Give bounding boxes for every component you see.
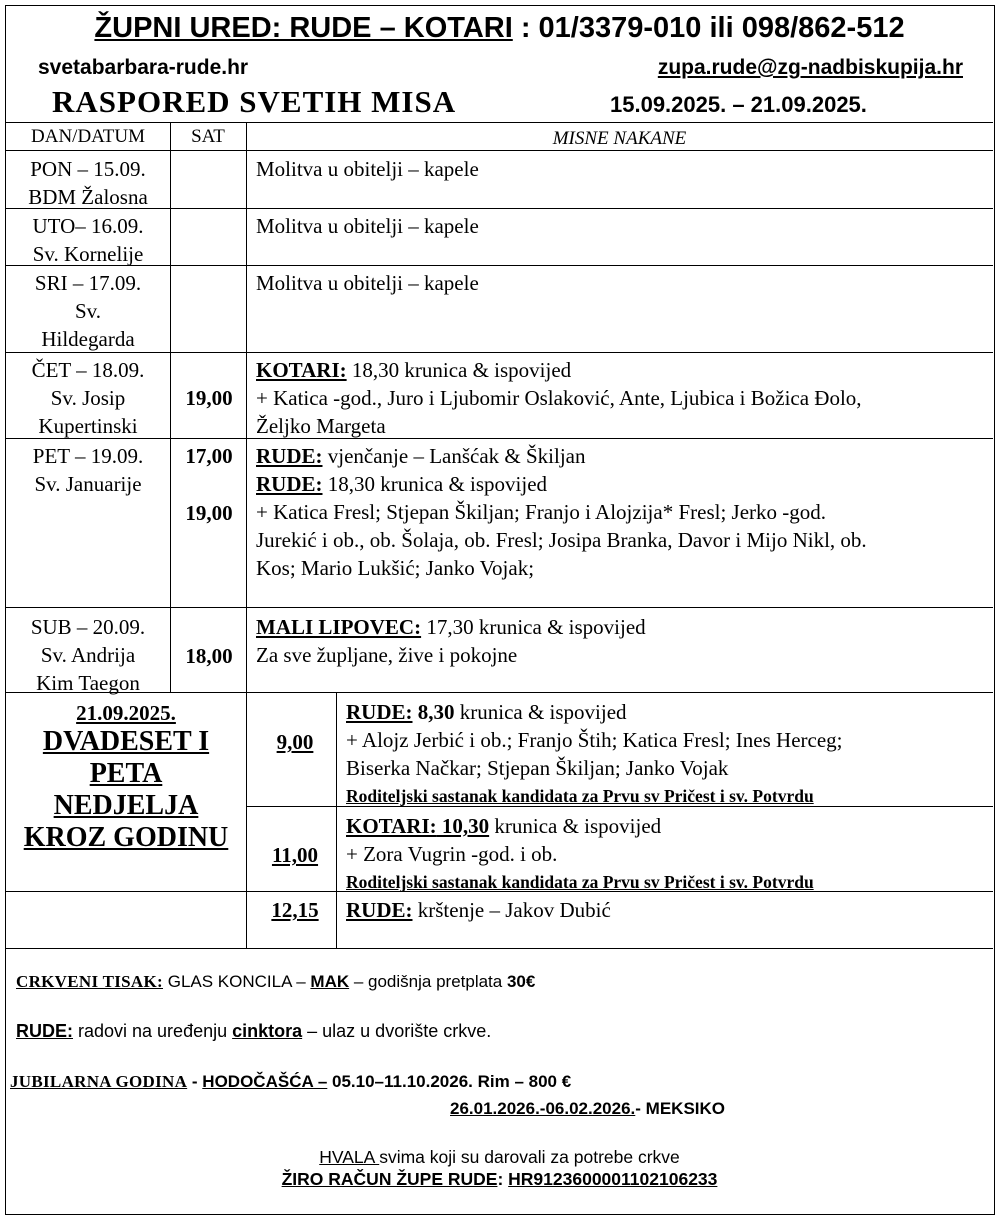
day-date: UTO– 16.09. xyxy=(32,214,144,238)
intention-line: Jurekić i ob., ob. Šolaja, ob. Fresl; Josipa Branka, Davor i Mijo Nikl, ob. xyxy=(256,528,867,552)
rosary-note: krunica & ispovijed xyxy=(489,814,662,838)
intention-block xyxy=(256,356,986,440)
mass-time: 12,15 xyxy=(271,898,319,922)
intention-line: Biserka Načkar; Stjepan Škiljan; Janko Vojak xyxy=(346,756,729,780)
email-link[interactable]: zupa.rude@zg-nadbiskupija.hr xyxy=(657,56,963,79)
day-saint: Sv. Januarije xyxy=(34,472,142,496)
press-text: GLAS KONCILA – xyxy=(163,972,311,991)
intention-text: Molitva u obitelji – kapele xyxy=(256,157,479,181)
account-colon: : xyxy=(497,1169,509,1189)
works-notice xyxy=(16,1021,491,1042)
header xyxy=(6,6,993,123)
mass-time: 19,00 xyxy=(185,501,233,525)
day-date: PON – 15.09. xyxy=(30,157,146,181)
day-saint: Kupertinski xyxy=(38,414,138,438)
intention-block xyxy=(346,698,991,810)
pilgrimage-label: HODOČAŠĆA – xyxy=(202,1072,328,1091)
date-range: 15.09.2025. – 21.09.2025. xyxy=(610,92,867,117)
parish-phones: : 01/3379-010 ili 098/862-512 xyxy=(512,12,905,44)
intention-text: Molitva u obitelji – kapele xyxy=(256,214,479,238)
rosary-time: 8,30 xyxy=(412,700,455,724)
location-label: RUDE: xyxy=(346,700,413,724)
rosary-note: 17,30 krunica & ispovijed xyxy=(421,615,646,639)
account-label: ŽIRO RAČUN ŽUPE RUDE xyxy=(281,1169,498,1189)
location-label: RUDE: xyxy=(346,898,413,922)
day-cell xyxy=(6,613,170,697)
works-bold: cinktora xyxy=(232,1021,303,1041)
day-date: ČET – 18.09. xyxy=(31,358,145,382)
mass-time: 19,00 xyxy=(185,386,233,410)
schedule-table xyxy=(6,122,993,948)
sunday-title-line: DVADESET I xyxy=(42,726,210,757)
day-date: PET – 19.09. xyxy=(32,444,144,468)
location-label: MALI LIPOVEC: xyxy=(256,615,422,639)
rosary-note: 18,30 krunica & ispovijed xyxy=(346,358,572,382)
intention-line: + Alojz Jerbić i ob.; Franjo Štih; Katica Fresl; Ines Herceg; xyxy=(346,728,843,752)
day-cell xyxy=(6,269,170,353)
intention-block xyxy=(256,442,986,582)
sunday-title-line: NEDJELJA xyxy=(53,790,199,821)
announcements xyxy=(6,948,993,1213)
column-header-intentions: MISNE NAKANE xyxy=(552,128,687,149)
day-saint: Sv. Kornelije xyxy=(32,242,144,266)
meeting-notice: Roditeljski sastanak kandidata za Prvu sv Pričest i sv. Potvrdu xyxy=(346,872,814,892)
wedding-note: vjenčanje – Lanšćak & Škiljan xyxy=(322,444,586,468)
mass-time: 18,00 xyxy=(185,644,233,668)
thanks-label: HVALA xyxy=(319,1147,380,1167)
baptism-note: krštenje – Jakov Dubić xyxy=(412,898,611,922)
mexico-dates: 26.01.2026.-06.02.2026. xyxy=(450,1099,636,1118)
intention-line: Za sve župljane, žive i pokojne xyxy=(256,643,518,667)
thanks-notice xyxy=(6,1147,993,1168)
location-label: RUDE: xyxy=(256,472,323,496)
day-saint: BDM Žalosna xyxy=(28,185,148,209)
mass-time: 11,00 xyxy=(271,843,319,867)
sunday-heading xyxy=(6,700,246,854)
day-saint: Sv. Josip xyxy=(50,386,126,410)
location-label: RUDE: xyxy=(256,444,323,468)
press-label: CRKVENI TISAK: xyxy=(16,972,163,991)
press-mak: MAK xyxy=(310,972,350,991)
day-saint: Sv. Andrija xyxy=(40,643,136,667)
works-text: radovi na uređenju xyxy=(73,1021,233,1041)
works-text: – ulaz u dvorište crkve. xyxy=(302,1021,492,1041)
intention-line: Kos; Mario Lukšić; Janko Vojak; xyxy=(256,556,535,580)
rosary-note: krunica & ispovijed xyxy=(454,700,627,724)
page-title: RASPORED SVETIH MISA xyxy=(52,84,457,119)
press-notice xyxy=(16,972,535,992)
website-link[interactable]: svetabarbara-rude.hr xyxy=(38,56,249,79)
thanks-text: svima koji su darovali za potrebe crkve xyxy=(379,1147,680,1167)
press-text: – godišnja pretplata xyxy=(349,972,507,991)
column-header-time: SAT xyxy=(191,126,225,147)
day-cell xyxy=(6,442,170,498)
account-number: HR9123600001102106233 xyxy=(508,1169,718,1189)
sunday-date: 21.09.2025. xyxy=(76,701,176,725)
rosary-time: 10,30 xyxy=(436,814,490,838)
column-header-day: DAN/DATUM xyxy=(31,126,145,147)
works-label: RUDE: xyxy=(16,1021,73,1041)
bulletin-page xyxy=(5,5,995,1215)
location-label: KOTARI: xyxy=(346,814,437,838)
meeting-notice: Roditeljski sastanak kandidata za Prvu sv Pričest i sv. Potvrdu xyxy=(346,786,814,806)
jubilee-dash: - xyxy=(187,1072,203,1091)
jubilee-label: JUBILARNA GODINA xyxy=(10,1072,188,1091)
intention-line: Željko Margeta xyxy=(256,414,386,438)
intention-block xyxy=(346,896,991,924)
intention-block xyxy=(256,613,986,669)
mexico-label: - MEKSIKO xyxy=(635,1099,726,1118)
rome-trip: 05.10–11.10.2026. Rim – 800 € xyxy=(327,1072,572,1091)
rosary-note: 18,30 krunica & ispovijed xyxy=(322,472,548,496)
mexico-trip xyxy=(450,1099,725,1119)
sunday-title-line: PETA xyxy=(89,758,163,789)
location-label: KOTARI: xyxy=(256,358,347,382)
jubilee-notice xyxy=(10,1072,571,1092)
day-saint: Kim Taegon xyxy=(36,671,140,695)
mass-time: 9,00 xyxy=(276,730,314,754)
mass-time: 17,00 xyxy=(185,444,233,468)
bank-account xyxy=(6,1169,993,1190)
day-cell xyxy=(6,356,170,440)
intention-line: + Zora Vugrin -god. i ob. xyxy=(346,842,558,866)
day-saint: Sv. xyxy=(74,299,102,323)
day-date: SUB – 20.09. xyxy=(30,615,146,639)
intention-block xyxy=(346,812,991,896)
press-price: 30€ xyxy=(506,972,536,991)
intention-line: + Katica Fresl; Stjepan Škiljan; Franjo i Alojzija* Fresl; Jerko -god. xyxy=(256,500,827,524)
day-date: SRI – 17.09. xyxy=(34,271,142,295)
intention-line: + Katica -god., Juro i Ljubomir Oslaković, Ante, Ljubica i Božica Đolo, xyxy=(256,386,862,410)
intention-text: Molitva u obitelji – kapele xyxy=(256,271,479,295)
sunday-title-line: KROZ GODINU xyxy=(23,822,229,853)
day-saint: Hildegarda xyxy=(41,327,135,351)
parish-heading xyxy=(6,12,993,45)
day-cell xyxy=(6,155,170,211)
day-cell xyxy=(6,212,170,268)
parish-label: ŽUPNI URED: RUDE – KOTARI xyxy=(94,12,513,44)
